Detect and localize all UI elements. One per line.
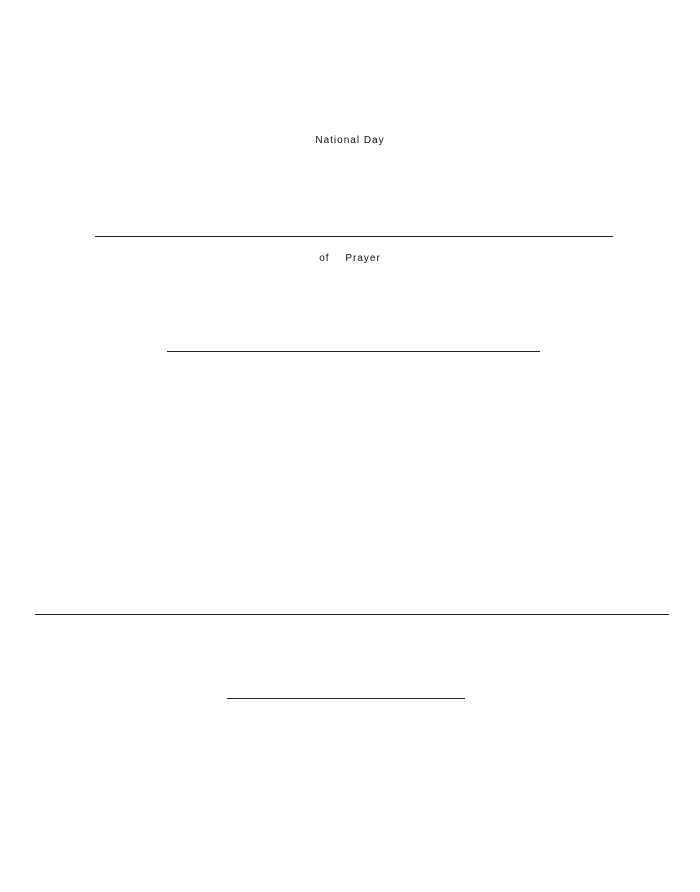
title-line-2: of Prayer — [319, 253, 381, 264]
subtitle-underline-1 — [35, 614, 669, 615]
title-underline-2 — [167, 351, 540, 352]
title-underline-1 — [95, 236, 613, 237]
title-line-1: National Day — [315, 135, 385, 146]
subtitle-underline-2 — [227, 698, 465, 699]
